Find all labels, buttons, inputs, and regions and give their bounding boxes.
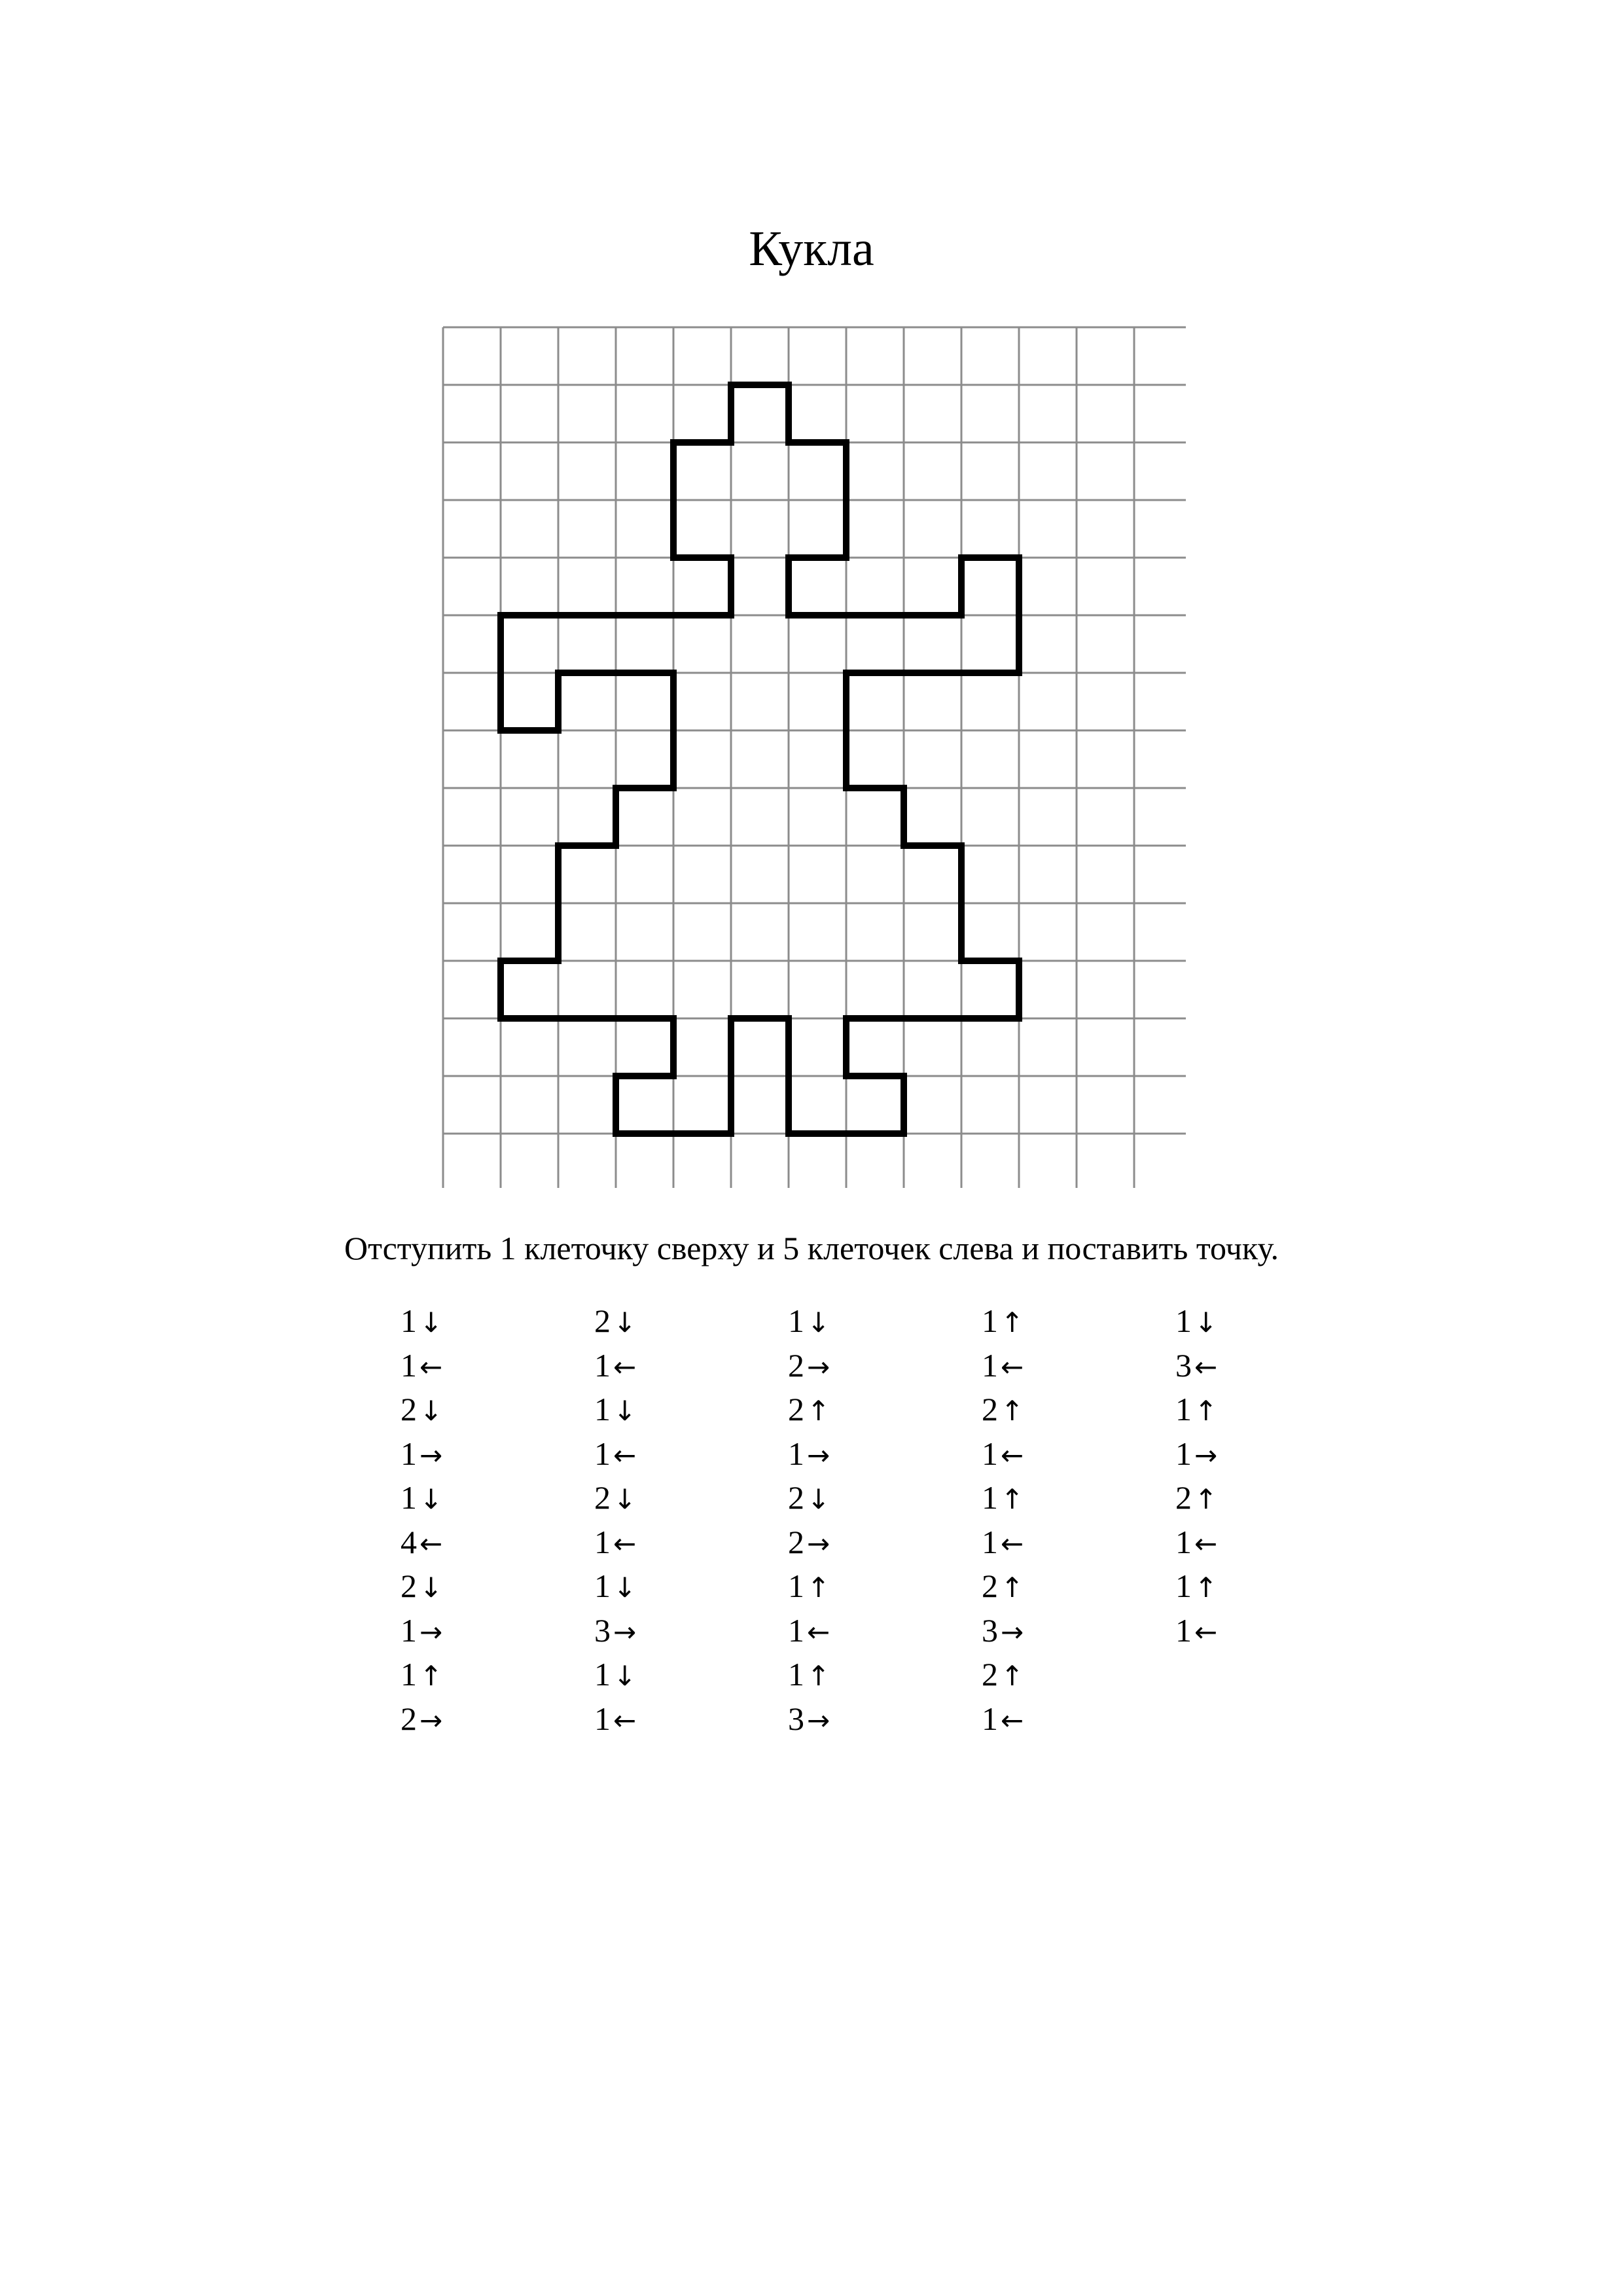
- step-item: [982, 1520, 1113, 1565]
- step-item: [1175, 1432, 1306, 1477]
- step-item: [1175, 1388, 1306, 1432]
- arrow-down-icon: ↓: [613, 1660, 637, 1692]
- step-item: [594, 1388, 725, 1432]
- arrow-right-icon: →: [807, 1527, 830, 1560]
- step-count: 2: [982, 1568, 998, 1604]
- step-item: [982, 1299, 1113, 1344]
- arrow-left-icon: ←: [613, 1439, 637, 1471]
- page-title: Кукла: [749, 221, 874, 276]
- arrow-left-icon: ←: [1001, 1439, 1024, 1471]
- arrow-up-icon: ↑: [1001, 1571, 1024, 1604]
- step-item: [1175, 1564, 1306, 1609]
- arrow-left-icon: ←: [613, 1527, 637, 1560]
- arrow-left-icon: ←: [1194, 1527, 1218, 1560]
- step-count: 3: [594, 1611, 611, 1649]
- step-item: [1175, 1476, 1306, 1520]
- arrow-left-icon: ←: [1001, 1704, 1024, 1736]
- step-count: 1: [982, 1435, 998, 1472]
- step-column-4: [982, 1299, 1113, 1741]
- step-count: 2: [594, 1302, 611, 1339]
- arrow-up-icon: ↑: [1194, 1483, 1218, 1515]
- step-item: [401, 1344, 531, 1388]
- arrow-down-icon: ↓: [419, 1483, 443, 1515]
- arrow-right-icon: →: [419, 1615, 443, 1648]
- step-count: 1: [982, 1302, 998, 1339]
- step-item: [788, 1432, 919, 1477]
- step-item: [594, 1476, 725, 1520]
- step-count: 1: [1175, 1435, 1192, 1472]
- step-item: [788, 1697, 919, 1742]
- step-column-3: [788, 1299, 919, 1741]
- step-item: [982, 1653, 1113, 1697]
- step-item: [788, 1520, 919, 1565]
- step-count: 1: [594, 1656, 611, 1693]
- step-count: 1: [401, 1435, 417, 1472]
- step-count: 2: [401, 1568, 417, 1604]
- arrow-up-icon: ↑: [1001, 1306, 1024, 1338]
- step-item: [788, 1609, 919, 1653]
- step-count: 3: [1175, 1346, 1192, 1384]
- step-count: 2: [401, 1700, 417, 1737]
- step-count: 4: [401, 1523, 417, 1560]
- arrow-down-icon: ↓: [613, 1483, 637, 1515]
- step-item: [982, 1388, 1113, 1432]
- step-count: 1: [594, 1346, 611, 1384]
- step-count: 2: [788, 1523, 804, 1560]
- step-count: 1: [401, 1302, 417, 1339]
- arrow-right-icon: →: [807, 1350, 830, 1383]
- step-count: 1: [594, 1435, 611, 1472]
- step-item: [1175, 1299, 1306, 1344]
- step-item: [1175, 1520, 1306, 1565]
- step-item: [594, 1520, 725, 1565]
- step-column-2: [594, 1299, 725, 1741]
- arrow-left-icon: ←: [1194, 1350, 1218, 1383]
- arrow-down-icon: ↓: [807, 1483, 830, 1515]
- arrow-up-icon: ↑: [807, 1395, 830, 1427]
- arrow-right-icon: →: [807, 1704, 830, 1736]
- arrow-right-icon: →: [1194, 1439, 1218, 1471]
- step-count: 1: [982, 1479, 998, 1516]
- step-count: 1: [401, 1656, 417, 1693]
- arrow-right-icon: →: [1001, 1615, 1024, 1648]
- doll-outline: [501, 385, 1019, 1134]
- step-item: [594, 1299, 725, 1344]
- step-item: [788, 1299, 919, 1344]
- step-column-5: [1175, 1299, 1306, 1653]
- step-item: [401, 1564, 531, 1609]
- step-item: [788, 1344, 919, 1388]
- arrow-up-icon: ↑: [419, 1660, 443, 1692]
- step-item: [594, 1653, 725, 1697]
- arrow-down-icon: ↓: [419, 1571, 443, 1604]
- step-item: [401, 1609, 531, 1653]
- arrow-down-icon: ↓: [613, 1571, 637, 1604]
- step-item: [401, 1432, 531, 1477]
- step-count: 1: [594, 1700, 611, 1737]
- arrow-up-icon: ↑: [807, 1660, 830, 1692]
- arrow-right-icon: →: [419, 1439, 443, 1471]
- step-item: [788, 1564, 919, 1609]
- step-count: 1: [594, 1523, 611, 1560]
- arrow-left-icon: ←: [1001, 1527, 1024, 1560]
- step-item: [401, 1697, 531, 1742]
- step-count: 1: [788, 1435, 804, 1472]
- arrow-left-icon: ←: [613, 1350, 637, 1383]
- step-count: 2: [1175, 1479, 1192, 1516]
- arrow-left-icon: ←: [419, 1527, 443, 1560]
- step-count: 1: [1175, 1568, 1192, 1604]
- step-count: 1: [401, 1479, 417, 1516]
- step-item: [788, 1653, 919, 1697]
- step-columns: [0, 1299, 1623, 1757]
- step-item: [594, 1432, 725, 1477]
- arrow-right-icon: →: [807, 1439, 830, 1471]
- step-item: [982, 1432, 1113, 1477]
- step-item: [401, 1476, 531, 1520]
- arrow-left-icon: ←: [613, 1704, 637, 1736]
- arrow-down-icon: ↓: [613, 1306, 637, 1338]
- arrow-left-icon: ←: [807, 1615, 830, 1648]
- step-count: 1: [982, 1346, 998, 1384]
- arrow-up-icon: ↑: [1001, 1660, 1024, 1692]
- grid-lines: [443, 327, 1186, 1188]
- step-count: 3: [982, 1611, 998, 1649]
- step-item: [1175, 1344, 1306, 1388]
- arrow-down-icon: ↓: [419, 1306, 443, 1338]
- arrow-down-icon: ↓: [613, 1395, 637, 1427]
- step-count: 2: [982, 1391, 998, 1427]
- step-count: 1: [401, 1611, 417, 1649]
- arrow-up-icon: ↑: [1194, 1395, 1218, 1427]
- step-item: [982, 1476, 1113, 1520]
- arrow-left-icon: ←: [419, 1350, 443, 1383]
- step-count: 1: [594, 1568, 611, 1604]
- step-item: [982, 1564, 1113, 1609]
- step-count: 2: [788, 1391, 804, 1427]
- step-item: [401, 1653, 531, 1697]
- step-count: 1: [401, 1346, 417, 1384]
- step-item: [594, 1609, 725, 1653]
- instruction-text: Отступить 1 клеточку сверху и 5 клеточек слева и поставить точку.: [344, 1230, 1279, 1266]
- step-item: [982, 1609, 1113, 1653]
- arrow-down-icon: ↓: [807, 1306, 830, 1338]
- step-count: 1: [1175, 1391, 1192, 1427]
- step-item: [401, 1388, 531, 1432]
- step-item: [1175, 1609, 1306, 1653]
- step-count: 2: [401, 1391, 417, 1427]
- step-item: [788, 1388, 919, 1432]
- graph-paper-grid: [440, 324, 1186, 1188]
- step-item: [982, 1697, 1113, 1742]
- arrow-up-icon: ↑: [807, 1571, 830, 1604]
- step-count: 2: [788, 1346, 804, 1384]
- step-count: 2: [982, 1656, 998, 1693]
- arrow-down-icon: ↓: [1194, 1306, 1218, 1338]
- step-count: 3: [788, 1700, 804, 1737]
- step-count: 1: [788, 1656, 804, 1693]
- step-item: [788, 1476, 919, 1520]
- step-item: [594, 1697, 725, 1742]
- step-column-1: [401, 1299, 531, 1741]
- arrow-left-icon: ←: [1194, 1615, 1218, 1648]
- step-count: 1: [788, 1302, 804, 1339]
- step-count: 2: [594, 1479, 611, 1516]
- step-item: [401, 1520, 531, 1565]
- step-count: 1: [1175, 1611, 1192, 1649]
- arrow-left-icon: ←: [1001, 1350, 1024, 1383]
- arrow-up-icon: ↑: [1001, 1483, 1024, 1515]
- step-item: [401, 1299, 531, 1344]
- step-count: 1: [982, 1700, 998, 1737]
- step-item: [594, 1344, 725, 1388]
- step-item: [594, 1564, 725, 1609]
- step-count: 1: [982, 1523, 998, 1560]
- arrow-right-icon: →: [613, 1615, 637, 1648]
- arrow-up-icon: ↑: [1001, 1395, 1024, 1427]
- step-count: 1: [1175, 1302, 1192, 1339]
- step-count: 1: [1175, 1523, 1192, 1560]
- arrow-up-icon: ↑: [1194, 1571, 1218, 1604]
- arrow-right-icon: →: [419, 1704, 443, 1736]
- arrow-down-icon: ↓: [419, 1395, 443, 1427]
- step-count: 1: [788, 1611, 804, 1649]
- step-count: 1: [594, 1391, 611, 1427]
- step-count: 2: [788, 1479, 804, 1516]
- step-item: [982, 1344, 1113, 1388]
- step-count: 1: [788, 1568, 804, 1604]
